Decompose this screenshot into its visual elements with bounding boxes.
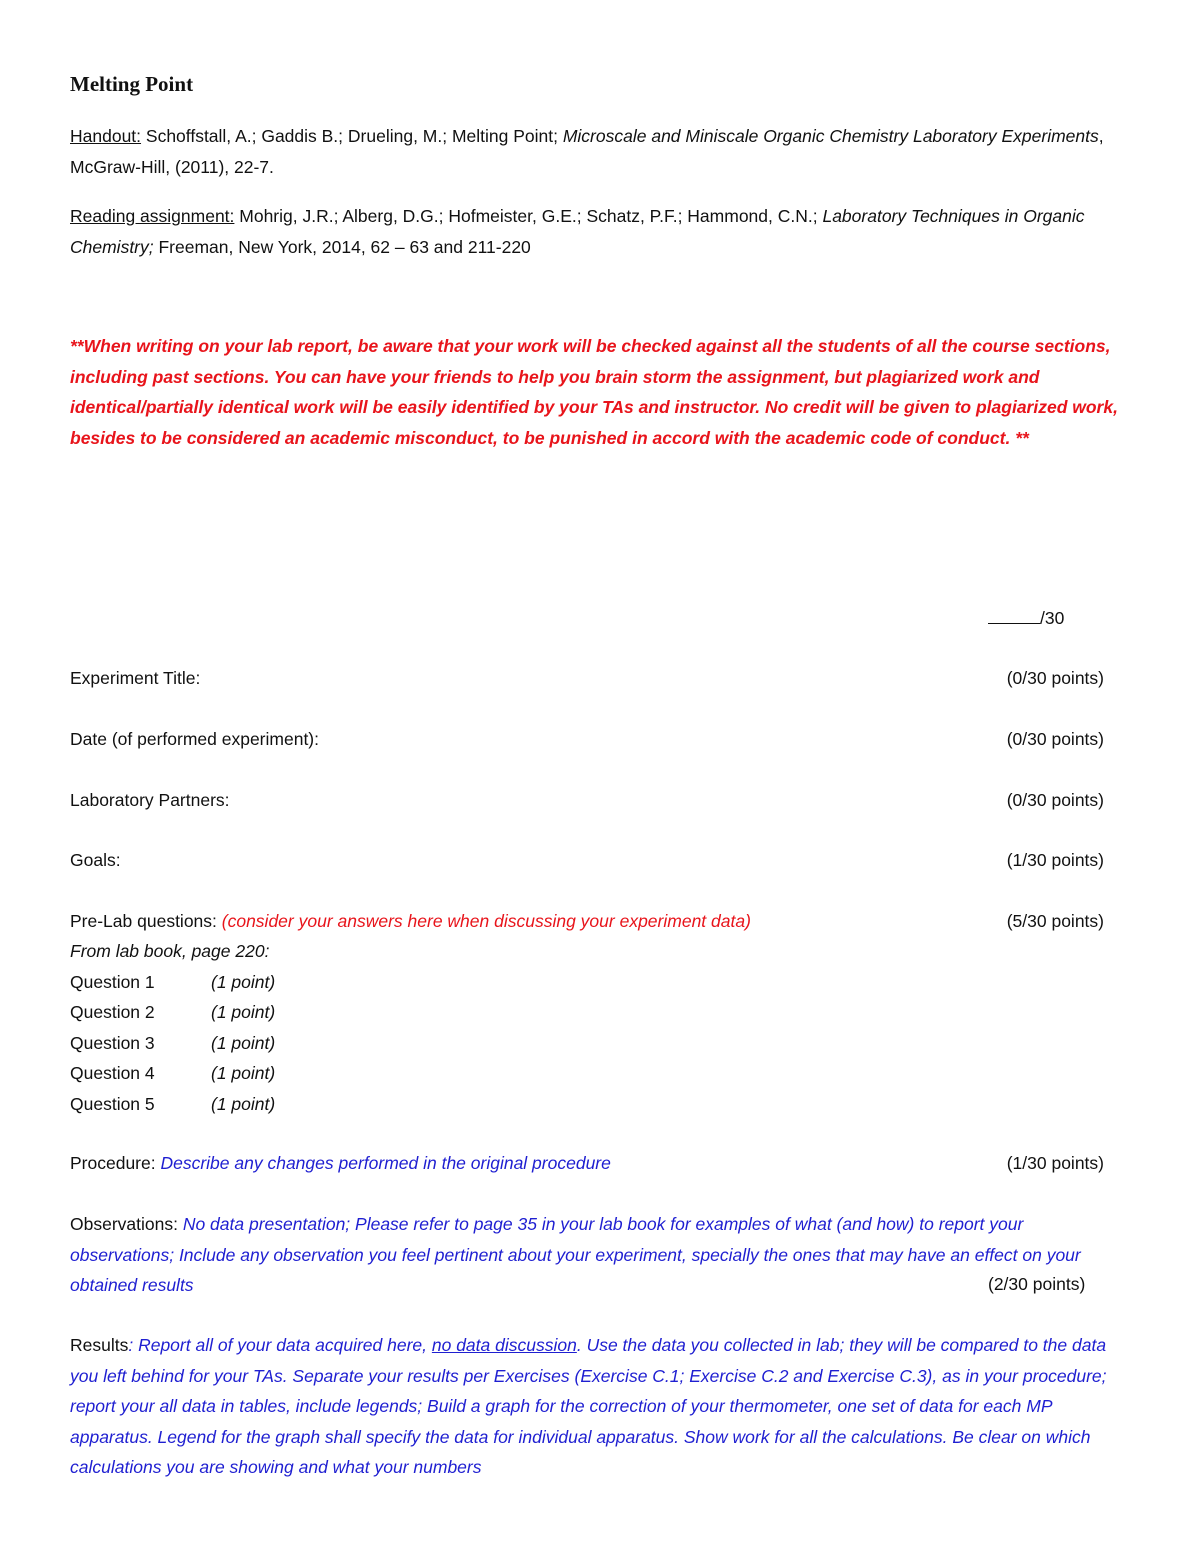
procedure-row xyxy=(70,1148,1104,1178)
question-label: Question 5 xyxy=(70,1094,155,1114)
question-row xyxy=(70,997,275,1027)
goals-points: (1/30 points) xyxy=(1006,850,1104,870)
experiment-title-label: Experiment Title: xyxy=(70,668,201,688)
handout-authors: Schoffstall, A.; Gaddis B.; Drueling, M.; Melting Point; xyxy=(141,126,563,146)
question-label: Question 1 xyxy=(70,972,155,992)
partners-row xyxy=(70,785,1104,815)
question-points: (1 point) xyxy=(211,972,276,992)
prelab-points: (5/30 points) xyxy=(1006,911,1104,931)
handout-book-title: Microscale and Miniscale Organic Chemistry Laboratory Experiments xyxy=(562,126,1099,146)
total-score-text: /30 xyxy=(1040,608,1065,628)
handout-citation xyxy=(70,121,1130,182)
observations-points: (2/30 points) xyxy=(988,1274,1086,1294)
question-row xyxy=(70,1089,275,1119)
results-note-start: : Report all of your data acquired here, xyxy=(128,1335,432,1355)
results-section xyxy=(70,1330,1130,1483)
partners-points: (0/30 points) xyxy=(1006,790,1104,810)
procedure-label: Procedure: xyxy=(70,1153,161,1173)
page-title: Melting Point xyxy=(70,72,194,96)
question-points: (1 point) xyxy=(211,1094,276,1114)
goals-label: Goals: xyxy=(70,850,121,870)
reading-publisher: Freeman, New York, 2014, 62 – 63 and 211-220 xyxy=(153,236,531,257)
question-label: Question 4 xyxy=(70,1063,155,1083)
question-points: (1 point) xyxy=(211,1033,276,1053)
date-row xyxy=(70,724,1104,754)
question-row xyxy=(70,1058,275,1088)
handout-label: Handout: xyxy=(70,126,142,146)
observations-section xyxy=(70,1209,1120,1301)
question-points: (1 point) xyxy=(211,1002,276,1022)
prelab-row xyxy=(70,906,1104,936)
question-row xyxy=(70,967,275,997)
question-points: (1 point) xyxy=(211,1063,276,1083)
date-label: Date (of performed experiment): xyxy=(70,729,319,749)
procedure-note: Describe any changes performed in the original procedure xyxy=(160,1153,611,1173)
results-label: Results xyxy=(70,1335,129,1355)
prelab-note: (consider your answers here when discussing your experiment data) xyxy=(221,911,751,931)
goals-row xyxy=(70,845,1104,875)
experiment-title-row xyxy=(70,663,1104,693)
question-row xyxy=(70,1028,275,1058)
reading-book-title: Laboratory Techniques in Organic Chemistry; xyxy=(70,206,1085,257)
plagiarism-warning: **When writing on your lab report, be aware that your work will be checked against all the students of all the course sections, including past sections. You can have your friends to help you brain storm the assignment, but plagiarized work and identical/partially identical work will be easily identified by your TAs and instructor. No credit will be given to plagiarized work, besides to be considered an academic misconduct, to be punished in accord with the academic code of conduct. ** xyxy=(70,336,1118,448)
reading-label: Reading assignment: xyxy=(70,206,235,226)
observations-note: No data presentation; Please refer to page 35 in your lab book for examples of what (and how) to report your observations; Include any observation you feel pertinent about your experiment, specially the ones that may have an effect on your obtained results xyxy=(70,1214,1081,1295)
date-points: (0/30 points) xyxy=(1006,729,1104,749)
question-label: Question 3 xyxy=(70,1033,155,1053)
reading-authors: Mohrig, J.R.; Alberg, D.G.; Hofmeister, G.E.; Schatz, P.F.; Hammond, C.N.; xyxy=(234,206,823,226)
results-no-discussion: no data discussion xyxy=(431,1335,577,1355)
reading-assignment-citation xyxy=(70,201,1130,262)
handout-publisher: , McGraw-Hill, (2011), 22-7. xyxy=(70,126,1104,177)
question-label: Question 2 xyxy=(70,1002,155,1022)
partners-label: Laboratory Partners: xyxy=(70,790,230,810)
procedure-points: (1/30 points) xyxy=(1006,1153,1104,1173)
prelab-label: Pre-Lab questions: xyxy=(70,911,222,931)
total-score xyxy=(988,603,1064,633)
experiment-title-points: (0/30 points) xyxy=(1006,668,1104,688)
score-blank-line xyxy=(988,603,1040,624)
results-note-rest: . Use the data you collected in lab; they will be compared to the data you left behind for your TAs. Separate your results per Exercises (Exercise C.1; Exercise C.2 and Exercise C.3), as in your procedure; report your all data in tables, include legends; Build a graph for the correction of your thermometer, one set of data for each MP apparatus. Legend for the graph shall specify the data for individual apparatus. Show work for all the calculations. Be clear on which calculations you are showing and what your numbers xyxy=(70,1335,1107,1477)
observations-label: Observations: xyxy=(70,1214,183,1234)
prelab-source: From lab book, page 220: xyxy=(70,941,270,961)
